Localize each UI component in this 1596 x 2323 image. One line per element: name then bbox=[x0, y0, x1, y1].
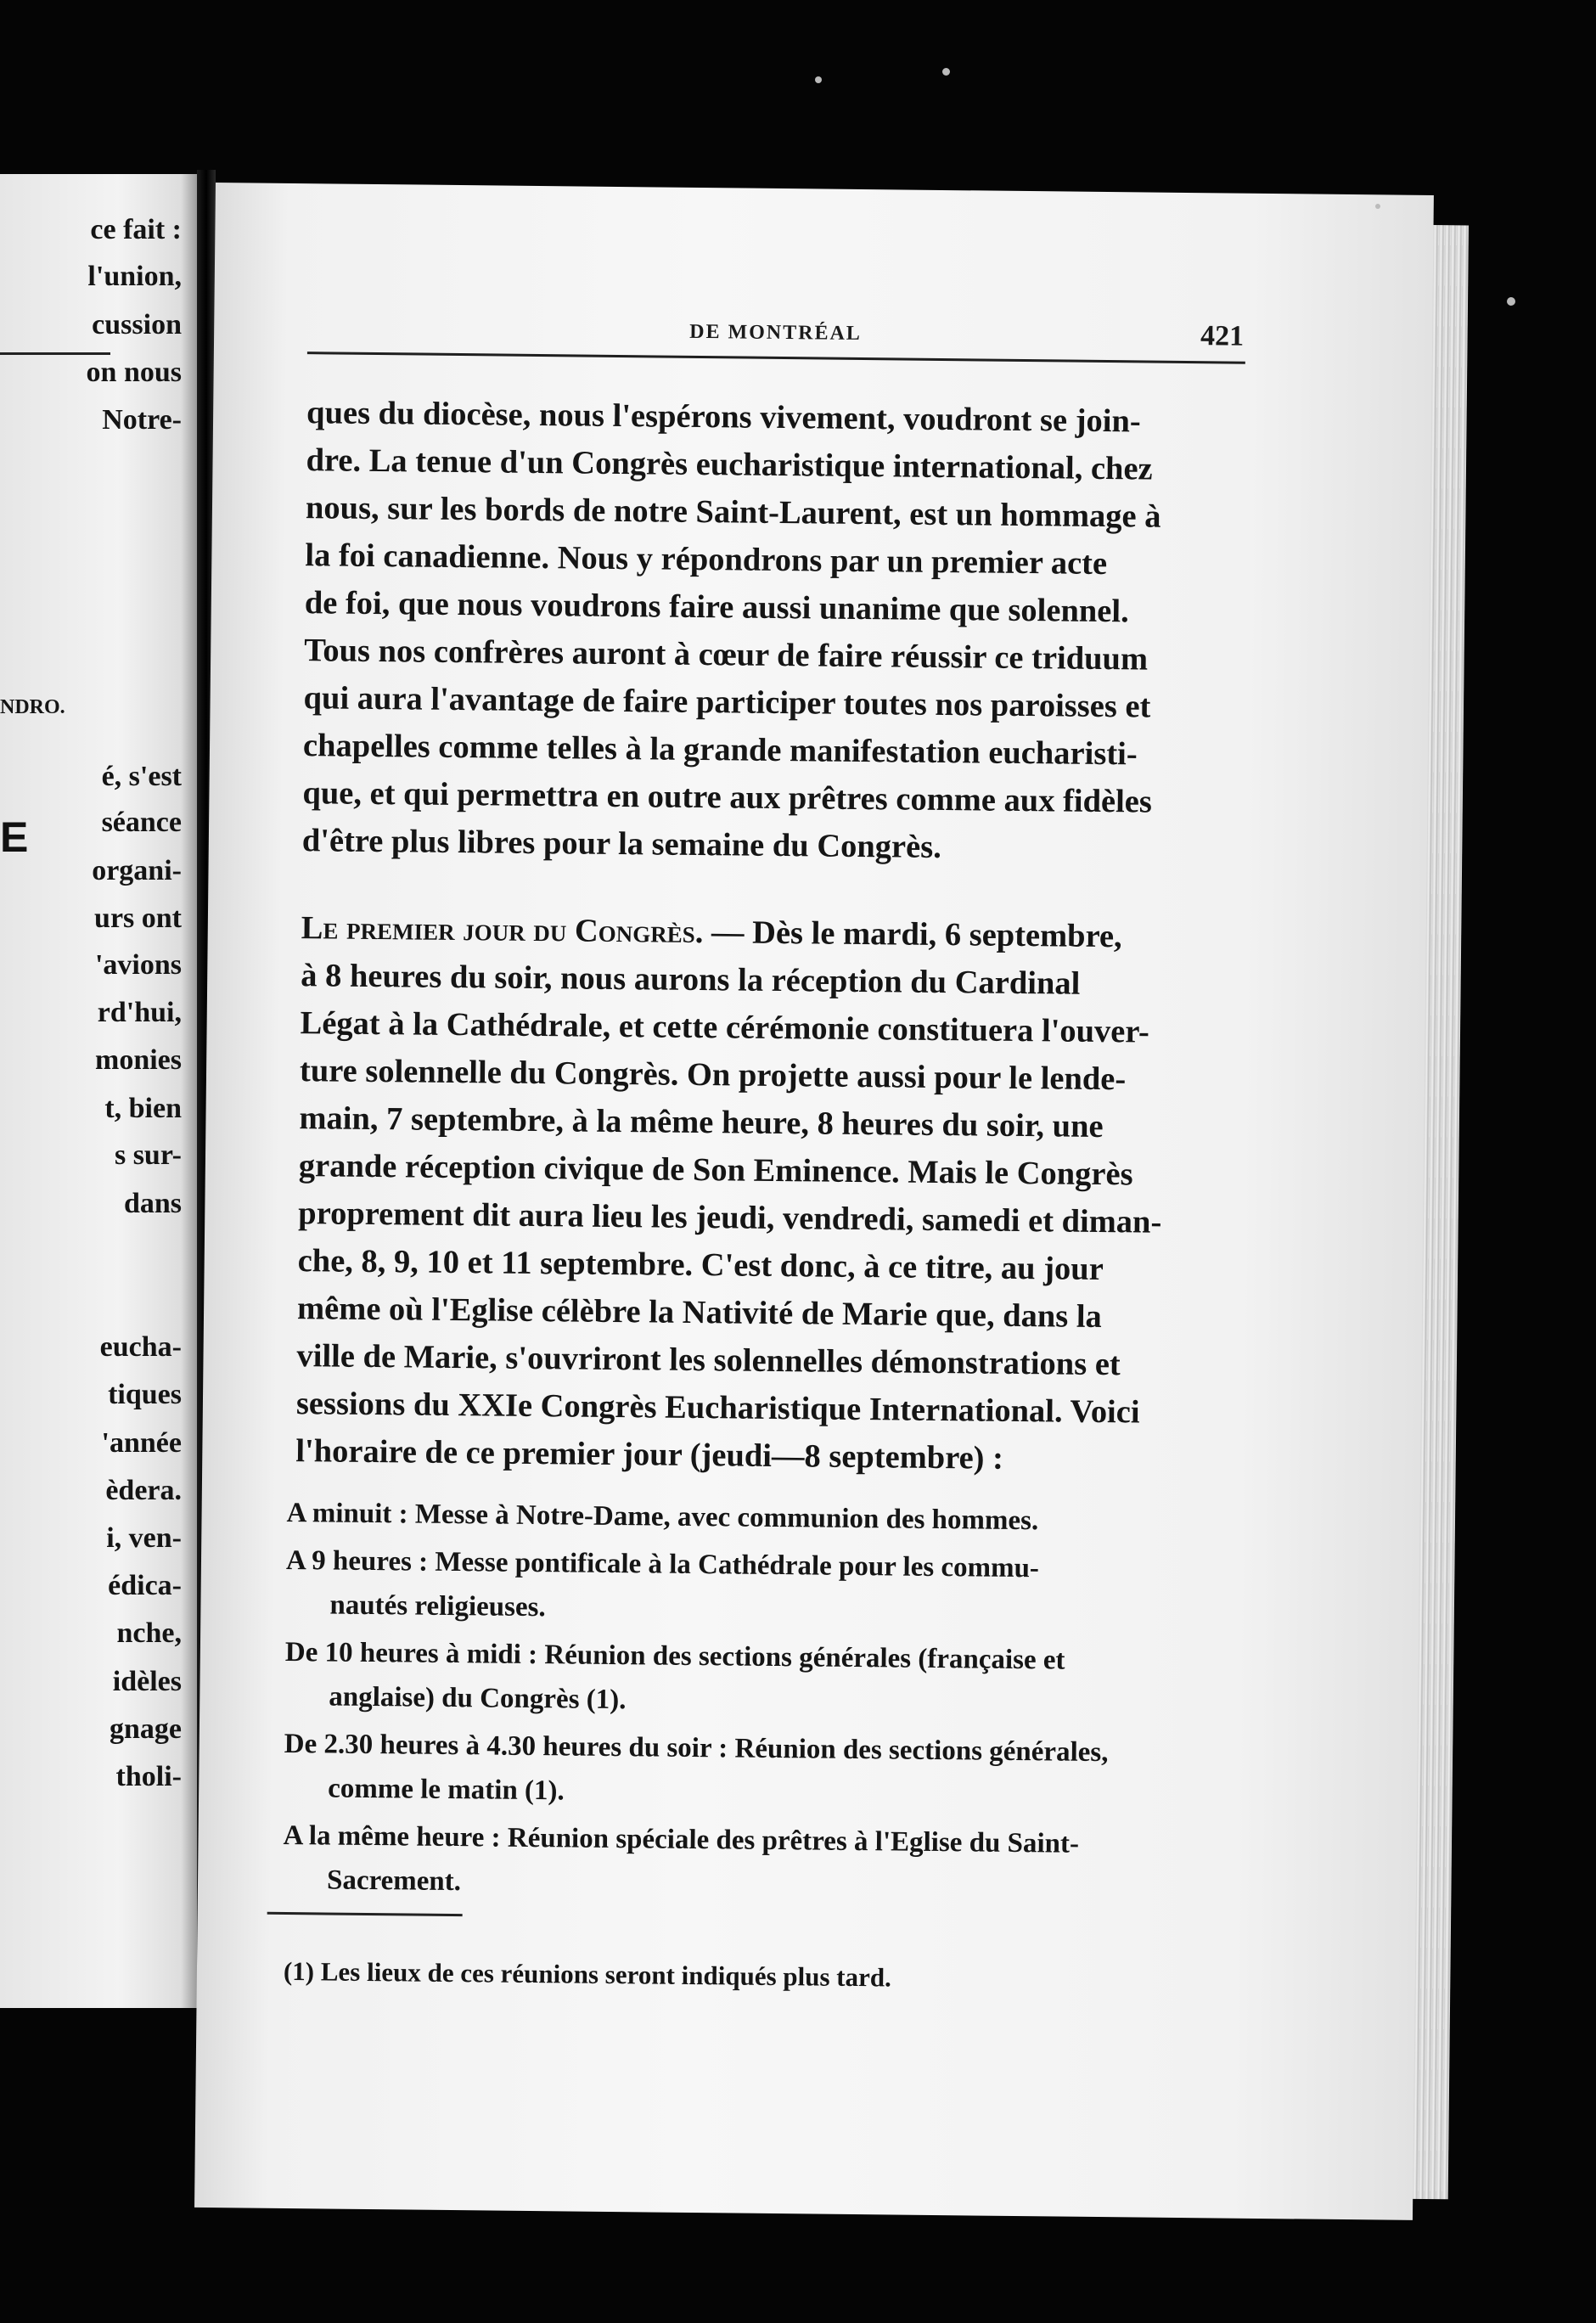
left-page-line: t, bien bbox=[104, 1093, 182, 1124]
schedule-item-continuation: Sacrement. bbox=[326, 1865, 462, 1898]
left-page-line: monies bbox=[95, 1044, 182, 1076]
running-head: DE MONTRÉAL bbox=[689, 320, 863, 345]
left-page-line: 'année bbox=[101, 1427, 182, 1459]
footnote-rule bbox=[267, 1912, 463, 1916]
left-page-line: tholi- bbox=[115, 1761, 182, 1792]
header-rule bbox=[307, 352, 1245, 364]
paragraph-1-line: qui aura l'avantage de faire participer toutes nos paroisses et bbox=[303, 680, 1151, 725]
paragraph-2-first-line-text: — Dès le mardi, 6 septembre, bbox=[703, 914, 1122, 955]
schedule-item-continuation: nautés religieuses. bbox=[329, 1589, 546, 1623]
left-page-line: édica- bbox=[108, 1570, 182, 1601]
paragraph-1-line: de foi, que nous voudrons faire aussi unanime que solennel. bbox=[304, 585, 1129, 630]
left-page-line: ce fait : bbox=[90, 214, 182, 245]
paragraph-2-line: sessions du XXIe Congrès Eucharistique International. Voici bbox=[295, 1386, 1140, 1431]
paragraph-1-line: dre. La tenue d'un Congrès eucharistique international, chez bbox=[306, 442, 1153, 487]
scan-speck bbox=[1375, 204, 1380, 209]
paragraph-1-line: que, et qui permettra en outre aux prêtres comme aux fidèles bbox=[302, 775, 1153, 820]
left-page-line: l'union, bbox=[87, 261, 182, 292]
left-page-line: idèles bbox=[112, 1666, 182, 1697]
paragraph-2-line: ville de Marie, s'ouvriront les solennelles démonstrations et bbox=[296, 1338, 1121, 1383]
schedule-item-line: A la même heure : Réunion spéciale des prêtres à l'Eglise du Saint- bbox=[283, 1820, 1080, 1859]
left-page-line: nche, bbox=[116, 1617, 182, 1649]
left-page-line: organi- bbox=[92, 855, 182, 886]
schedule-item-line: A minuit : Messe à Notre-Dame, avec communion des hommes. bbox=[286, 1497, 1039, 1537]
left-page-fragment bbox=[0, 174, 197, 2008]
paragraph-2-line: à 8 heures du soir, nous aurons la réception du Cardinal bbox=[301, 958, 1081, 1002]
left-page-signature: NDRO. bbox=[0, 696, 65, 718]
left-page-line: Notre- bbox=[102, 404, 182, 436]
left-page-line: i, ven- bbox=[106, 1522, 182, 1554]
footnote: (1) Les lieux de ces réunions seront indiqués plus tard. bbox=[283, 1955, 892, 1993]
paragraph-1-line: la foi canadienne. Nous y répondrons par un premier acte bbox=[305, 537, 1108, 582]
schedule-item-line: De 10 heures à midi : Réunion des sections générales (française et bbox=[284, 1636, 1065, 1676]
left-page-line: é, s'est bbox=[101, 761, 182, 792]
page-number: 421 bbox=[1200, 320, 1245, 352]
left-page-heading-fragment: E bbox=[0, 813, 29, 861]
schedule-item-line: A 9 heures : Messe pontificale à la Cathédrale pour les commu- bbox=[285, 1544, 1040, 1584]
paragraph-2-first-line bbox=[301, 909, 1122, 955]
scan-speck bbox=[1507, 297, 1515, 306]
left-page-line: èdera. bbox=[105, 1475, 182, 1506]
paragraph-2-line: l'horaire de ce premier jour (jeudi—8 septembre) : bbox=[295, 1433, 1004, 1476]
paragraph-2-line: che, 8, 9, 10 et 11 septembre. C'est donc, à ce titre, au jour bbox=[297, 1243, 1104, 1288]
left-page-line: séance bbox=[101, 807, 182, 838]
paragraph-1-line: ques du diocèse, nous l'espérons vivement, voudront se join- bbox=[306, 395, 1141, 440]
paragraph-2-heading: Le premier jour du Congrès. bbox=[301, 910, 704, 951]
left-page-line: tiques bbox=[108, 1379, 182, 1410]
left-page-line: dans bbox=[123, 1188, 182, 1219]
schedule-item-continuation: comme le matin (1). bbox=[328, 1773, 565, 1807]
paragraph-2-line: ture solennelle du Congrès. On projette aussi pour le lende- bbox=[299, 1053, 1127, 1098]
left-page-line: 'avions bbox=[94, 949, 182, 981]
paragraph-2-line: proprement dit aura lieu les jeudi, vendredi, samedi et diman- bbox=[298, 1195, 1162, 1240]
left-page-line: cussion bbox=[92, 309, 182, 340]
left-page-line: gnage bbox=[110, 1713, 182, 1745]
left-page-line: on nous bbox=[86, 357, 182, 388]
schedule-item-continuation: anglaise) du Congrès (1). bbox=[329, 1681, 627, 1716]
scan-speck bbox=[942, 68, 950, 76]
left-page-line: urs ont bbox=[94, 903, 182, 934]
paragraph-2-line: grande réception civique de Son Eminence. Mais le Congrès bbox=[298, 1148, 1133, 1193]
left-page-line: eucha- bbox=[99, 1331, 182, 1363]
schedule-item-line: De 2.30 heures à 4.30 heures du soir : Réunion des sections générales, bbox=[284, 1728, 1109, 1769]
paragraph-1-line: d'être plus libres pour la semaine du Congrès. bbox=[301, 823, 942, 865]
left-page-line: rd'hui, bbox=[97, 997, 182, 1028]
paragraph-2-line: main, 7 septembre, à la même heure, 8 heures du soir, une bbox=[299, 1100, 1104, 1145]
right-page bbox=[194, 183, 1434, 2220]
paragraph-1-line: Tous nos confrères auront à cœur de faire réussir ce triduum bbox=[304, 633, 1149, 678]
paragraph-2-line: Légat à la Cathédrale, et cette cérémonie constituera l'ouver- bbox=[300, 1005, 1150, 1050]
left-page-line: s sur- bbox=[114, 1139, 182, 1171]
paragraph-2-line: même où l'Eglise célèbre la Nativité de Marie que, dans la bbox=[296, 1291, 1103, 1336]
paragraph-1-line: chapelles comme telles à la grande manifestation eucharisti- bbox=[302, 728, 1138, 773]
left-page-rule bbox=[0, 352, 110, 355]
scan-speck bbox=[815, 76, 822, 83]
paragraph-1-line: nous, sur les bords de notre Saint-Laurent, est un hommage à bbox=[305, 490, 1161, 535]
